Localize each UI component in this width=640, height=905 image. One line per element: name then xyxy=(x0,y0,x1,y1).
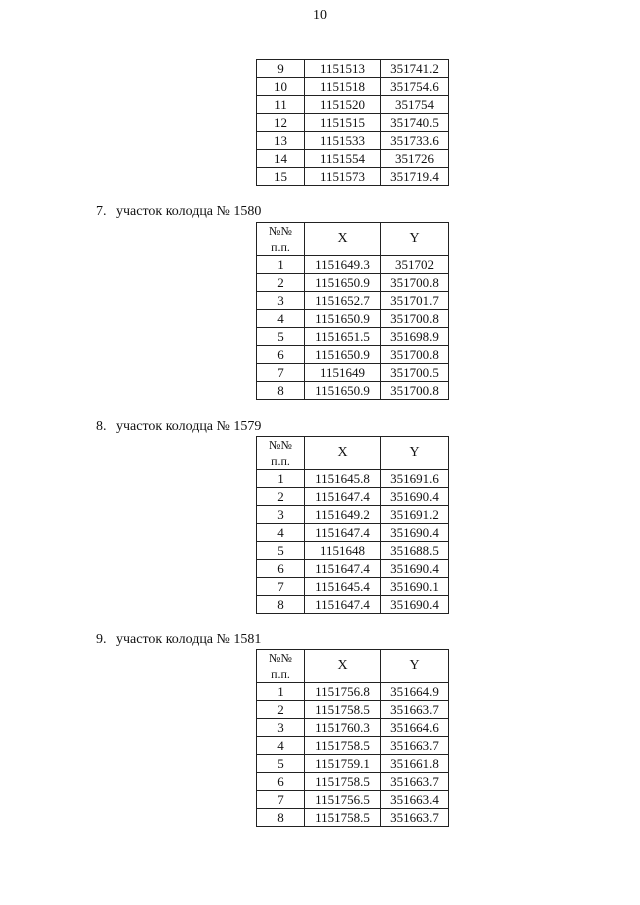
section-title-text: участок колодца № 1581 xyxy=(116,632,262,647)
y-value: 351690.4 xyxy=(381,596,449,614)
header-x: X xyxy=(305,437,381,470)
row-number: 12 xyxy=(257,114,305,132)
x-value: 1151756.5 xyxy=(305,791,381,809)
section-title-text: участок колодца № 1580 xyxy=(116,204,262,219)
x-value: 1151645.8 xyxy=(305,470,381,488)
table-row xyxy=(257,737,449,755)
table-row xyxy=(257,755,449,773)
table-header xyxy=(257,437,449,470)
y-value: 351726 xyxy=(381,150,449,168)
x-value: 1151649 xyxy=(305,364,381,382)
x-value: 1151647.4 xyxy=(305,488,381,506)
x-value: 1151760.3 xyxy=(305,719,381,737)
table-row xyxy=(257,773,449,791)
x-value: 1151758.5 xyxy=(305,737,381,755)
y-value: 351700.8 xyxy=(381,382,449,400)
x-value: 1151647.4 xyxy=(305,596,381,614)
page-number: 10 xyxy=(313,8,327,23)
table-row xyxy=(257,524,449,542)
row-number: 2 xyxy=(257,701,305,719)
row-number: 4 xyxy=(257,524,305,542)
x-value: 1151533 xyxy=(305,132,381,150)
row-number: 4 xyxy=(257,310,305,328)
y-value: 351690.4 xyxy=(381,524,449,542)
header-x: X xyxy=(305,223,381,256)
section-title xyxy=(96,419,261,435)
table-row xyxy=(257,560,449,578)
y-value: 351690.4 xyxy=(381,560,449,578)
table-row xyxy=(257,60,449,78)
table-body xyxy=(257,256,449,400)
row-number: 2 xyxy=(257,274,305,292)
y-value: 351663.7 xyxy=(381,701,449,719)
x-value: 1151650.9 xyxy=(305,346,381,364)
x-value: 1151515 xyxy=(305,114,381,132)
row-number: 8 xyxy=(257,596,305,614)
x-value: 1151645.4 xyxy=(305,578,381,596)
header-x: X xyxy=(305,650,381,683)
y-value: 351690.1 xyxy=(381,578,449,596)
x-value: 1151573 xyxy=(305,168,381,186)
y-value: 351754 xyxy=(381,96,449,114)
table-row xyxy=(257,578,449,596)
y-value: 351700.8 xyxy=(381,346,449,364)
continued-table-body xyxy=(257,60,449,186)
y-value: 351754.6 xyxy=(381,78,449,96)
row-number: 4 xyxy=(257,737,305,755)
row-number: 8 xyxy=(257,382,305,400)
x-value: 1151518 xyxy=(305,78,381,96)
section-title xyxy=(96,632,261,648)
y-value: 351733.6 xyxy=(381,132,449,150)
x-value: 1151647.4 xyxy=(305,560,381,578)
y-value: 351663.7 xyxy=(381,809,449,827)
row-number: 1 xyxy=(257,256,305,274)
coords-table-1581 xyxy=(256,649,449,827)
row-number: 7 xyxy=(257,578,305,596)
table-row xyxy=(257,274,449,292)
row-number: 1 xyxy=(257,470,305,488)
table-body xyxy=(257,683,449,827)
x-value: 1151652.7 xyxy=(305,292,381,310)
section-number: 7. xyxy=(96,204,107,219)
y-value: 351664.9 xyxy=(381,683,449,701)
row-number: 14 xyxy=(257,150,305,168)
table-row xyxy=(257,382,449,400)
table-row xyxy=(257,168,449,186)
row-number: 6 xyxy=(257,346,305,364)
section-number: 8. xyxy=(96,419,107,434)
row-number: 5 xyxy=(257,542,305,560)
table-row xyxy=(257,596,449,614)
table-row xyxy=(257,701,449,719)
y-value: 351701.7 xyxy=(381,292,449,310)
y-value: 351700.8 xyxy=(381,274,449,292)
header-num: №№ п.п. xyxy=(257,223,305,256)
y-value: 351698.9 xyxy=(381,328,449,346)
table-row xyxy=(257,150,449,168)
table-row xyxy=(257,256,449,274)
table-row xyxy=(257,114,449,132)
row-number: 13 xyxy=(257,132,305,150)
x-value: 1151756.8 xyxy=(305,683,381,701)
row-number: 5 xyxy=(257,755,305,773)
x-value: 1151520 xyxy=(305,96,381,114)
y-value: 351700.5 xyxy=(381,364,449,382)
table-row xyxy=(257,96,449,114)
table-row xyxy=(257,809,449,827)
header-y: Y xyxy=(381,223,449,256)
header-y: Y xyxy=(381,650,449,683)
y-value: 351740.5 xyxy=(381,114,449,132)
table-row xyxy=(257,470,449,488)
y-value: 351661.8 xyxy=(381,755,449,773)
row-number: 3 xyxy=(257,506,305,524)
y-value: 351663.4 xyxy=(381,791,449,809)
x-value: 1151758.5 xyxy=(305,701,381,719)
y-value: 351664.6 xyxy=(381,719,449,737)
table-row xyxy=(257,132,449,150)
row-number: 3 xyxy=(257,292,305,310)
row-number: 9 xyxy=(257,60,305,78)
x-value: 1151554 xyxy=(305,150,381,168)
row-number: 15 xyxy=(257,168,305,186)
section-number: 9. xyxy=(96,632,107,647)
table-row xyxy=(257,310,449,328)
continued-coords-table xyxy=(256,59,449,186)
y-value: 351700.8 xyxy=(381,310,449,328)
x-value: 1151647.4 xyxy=(305,524,381,542)
x-value: 1151650.9 xyxy=(305,382,381,400)
x-value: 1151758.5 xyxy=(305,809,381,827)
x-value: 1151650.9 xyxy=(305,274,381,292)
table-row xyxy=(257,488,449,506)
table-row xyxy=(257,346,449,364)
table-row xyxy=(257,78,449,96)
row-number: 5 xyxy=(257,328,305,346)
row-number: 8 xyxy=(257,809,305,827)
section-title xyxy=(96,204,261,220)
x-value: 1151513 xyxy=(305,60,381,78)
coords-table-1580 xyxy=(256,222,449,400)
row-number: 7 xyxy=(257,364,305,382)
x-value: 1151648 xyxy=(305,542,381,560)
table-header xyxy=(257,223,449,256)
row-number: 3 xyxy=(257,719,305,737)
x-value: 1151649.2 xyxy=(305,506,381,524)
y-value: 351690.4 xyxy=(381,488,449,506)
row-number: 1 xyxy=(257,683,305,701)
row-number: 10 xyxy=(257,78,305,96)
y-value: 351688.5 xyxy=(381,542,449,560)
coords-table-1579 xyxy=(256,436,449,614)
row-number: 7 xyxy=(257,791,305,809)
y-value: 351663.7 xyxy=(381,737,449,755)
table-row xyxy=(257,683,449,701)
section-title-text: участок колодца № 1579 xyxy=(116,419,262,434)
y-value: 351719.4 xyxy=(381,168,449,186)
y-value: 351702 xyxy=(381,256,449,274)
table-row xyxy=(257,364,449,382)
row-number: 11 xyxy=(257,96,305,114)
y-value: 351691.6 xyxy=(381,470,449,488)
table-row xyxy=(257,719,449,737)
table-header xyxy=(257,650,449,683)
x-value: 1151758.5 xyxy=(305,773,381,791)
header-num: №№ п.п. xyxy=(257,650,305,683)
header-y: Y xyxy=(381,437,449,470)
x-value: 1151759.1 xyxy=(305,755,381,773)
x-value: 1151650.9 xyxy=(305,310,381,328)
table-row xyxy=(257,791,449,809)
row-number: 6 xyxy=(257,773,305,791)
table-row xyxy=(257,328,449,346)
header-num: №№ п.п. xyxy=(257,437,305,470)
x-value: 1151649.3 xyxy=(305,256,381,274)
table-row xyxy=(257,506,449,524)
row-number: 2 xyxy=(257,488,305,506)
table-body xyxy=(257,470,449,614)
y-value: 351663.7 xyxy=(381,773,449,791)
table-row xyxy=(257,542,449,560)
y-value: 351741.2 xyxy=(381,60,449,78)
row-number: 6 xyxy=(257,560,305,578)
table-row xyxy=(257,292,449,310)
x-value: 1151651.5 xyxy=(305,328,381,346)
y-value: 351691.2 xyxy=(381,506,449,524)
